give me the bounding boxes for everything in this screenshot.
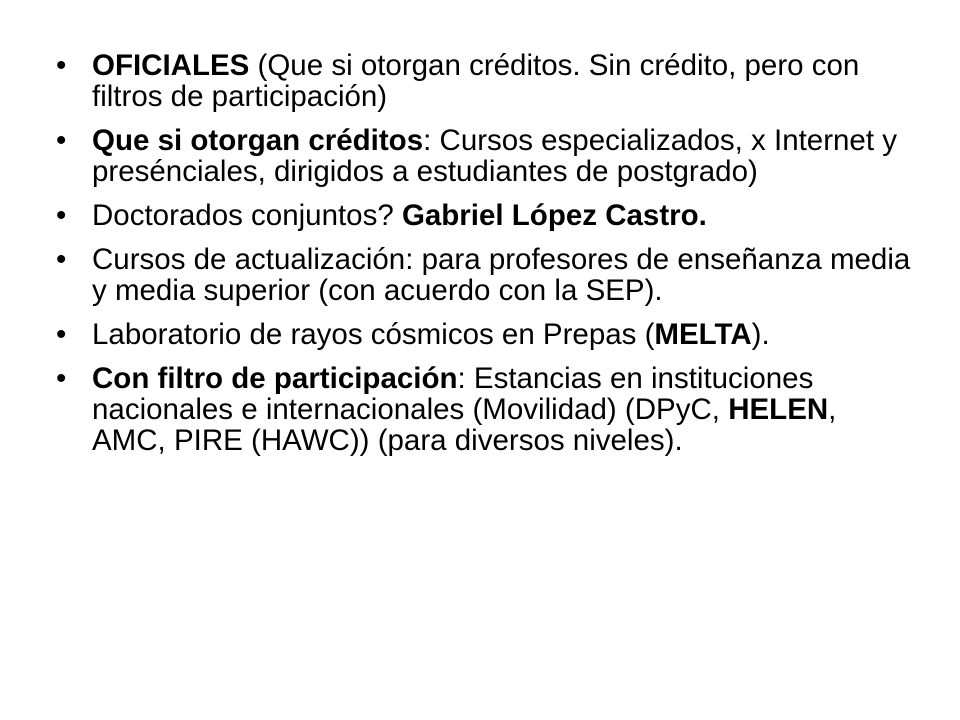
bullet-text-bold: Con filtro de participación bbox=[92, 362, 458, 395]
bullet-item-laboratorio bbox=[56, 319, 916, 350]
bullet-icon: • bbox=[56, 243, 67, 276]
bullet-text-bold: Gabriel López Castro. bbox=[401, 199, 707, 232]
bullet-text-bold: OFICIALES bbox=[92, 49, 250, 82]
bullet-text: Doctorados conjuntos? bbox=[92, 199, 402, 232]
bullet-text: (Que si otorgan créditos. Sin crédito, pero con filtros de participación) bbox=[92, 49, 860, 113]
bullet-item-filtro bbox=[56, 363, 916, 456]
bullet-text: : Cursos especializados, x Internet y presénciales, dirigidos a estudiantes de postgrado) bbox=[92, 124, 897, 188]
bullet-icon: • bbox=[56, 318, 67, 351]
bullet-text: , AMC, PIRE (HAWC)) (para diversos niveles). bbox=[92, 393, 837, 457]
bullet-icon: • bbox=[56, 199, 67, 232]
bullet-text-bold: MELTA bbox=[654, 318, 752, 351]
bullet-icon: • bbox=[56, 49, 67, 82]
bullet-icon: • bbox=[56, 124, 67, 157]
bullet-list bbox=[56, 50, 916, 469]
bullet-text-bold: HELEN bbox=[728, 393, 829, 426]
bullet-item-oficiales bbox=[56, 50, 916, 112]
bullet-item-cursos bbox=[56, 244, 916, 306]
bullet-text-bold: Que si otorgan créditos bbox=[92, 124, 424, 157]
bullet-text: : Estancias en instituciones nacionales e internacionales (Movilidad) (DPyC, bbox=[92, 362, 814, 426]
bullet-item-creditos bbox=[56, 125, 916, 187]
bullet-icon: • bbox=[56, 362, 67, 395]
bullet-text: ). bbox=[751, 318, 770, 351]
bullet-text: Laboratorio de rayos cósmicos en Prepas ( bbox=[92, 318, 655, 351]
bullet-text: Cursos de actualización: para profesores de enseñanza media y media superior (con acuerdo con la SEP). bbox=[92, 243, 911, 307]
bullet-item-doctorados bbox=[56, 200, 916, 231]
